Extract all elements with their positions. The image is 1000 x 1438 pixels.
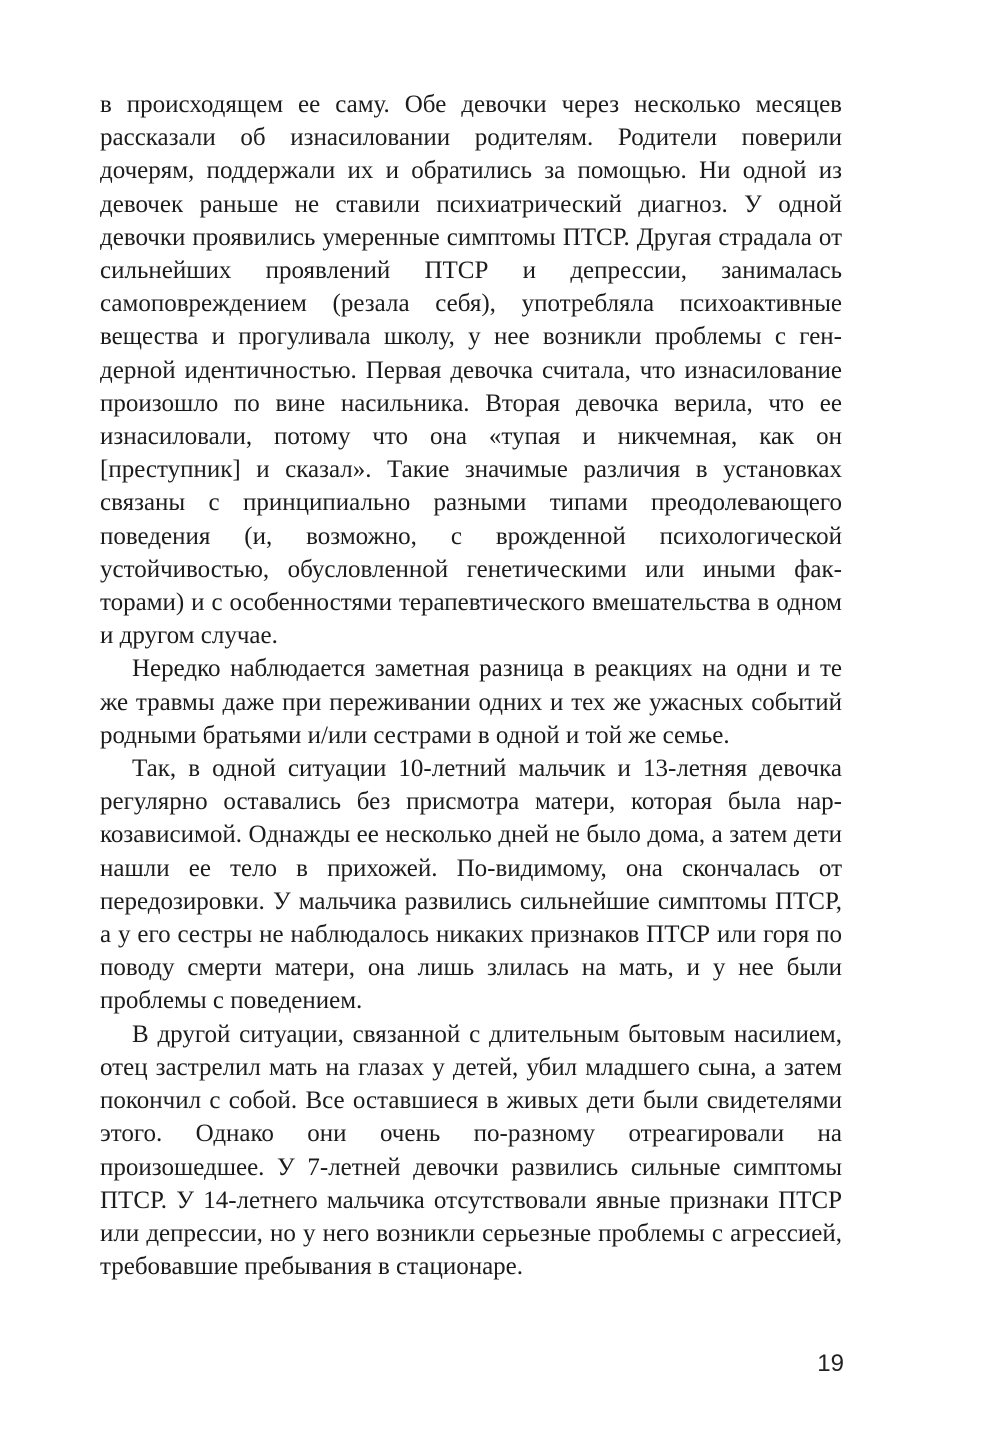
paragraph-overdose-case: Так, в одной ситуации 10-летний мальчик и 13-летняя девочка регулярно оставались без присмотра матери, которая была наркозависимой. Однажды ее несколько дней не было дома, а затем дети нашли ее тело в прихожей. По-видимому, она скончалась от передозировки. У мальчика развились сильнейшие симптомы ПТСР, а у его сестры не наблюдалось никаких признаков ПТСР или горя по поводу смерти матери, она лишь злилась на мать, и у нее были проблемы с поведением. [100,755,842,1015]
page-number: 19 [817,1350,844,1377]
paragraph-sibling-differences: Нередко наблюдается заметная разница в реакциях на одни и те же травмы даже при переживании одних и тех же ужасных событий родными братьями и/или сестрами в одной и той же семье. [100,655,842,749]
page-body [100,88,842,1283]
paragraph-continuation: в происходящем ее саму. Обе девочки через несколько месяцев рассказали об изнасиловании родителям. Родители поверили дочерям, поддержали их и обратились за помощью. Ни одной из девочек раньше не ставили психиатрический диагноз. У одной девочки проявились умеренные симптомы ПТСР. Другая страдала от сильнейших проявлений ПТСР и депрессии, занималась самоповреждением (резала себя), употребляла психоактивные вещества и прогуливала школу, у нее возникли проблемы с гендерной идентичностью. Первая девочка считала, что изнасилование произошло по вине насильника. Вторая девочка верила, что ее изнасиловали, потому что она «тупая и никчемная, как он [преступник] и сказал». Такие значимые различия в установках связаны с принципиально разными типами преодолевающего поведения (и, возможно, с врожденной психологической устойчивостью, обусловленной генетическими или иными факторами) и с особенностями терапевтического вмешательства в одном и другом случае. [100,91,842,650]
paragraph-domestic-violence-case: В другой ситуации, связанной с длительным бытовым насилием, отец застрелил мать на глазах у детей, убил младшего сына, а затем покончил с собой. Все оставшиеся в живых дети были свидетелями этого. Однако они очень по-разному отреагировали на произошедшее. У 7-летней девочки развились сильные симптомы ПТСР. У 14-летнего мальчика отсутствовали явные признаки ПТСР или депрессии, но у него возникли серьезные проблемы с агрессией, требовавшие пребывания в стационаре. [100,1020,842,1281]
